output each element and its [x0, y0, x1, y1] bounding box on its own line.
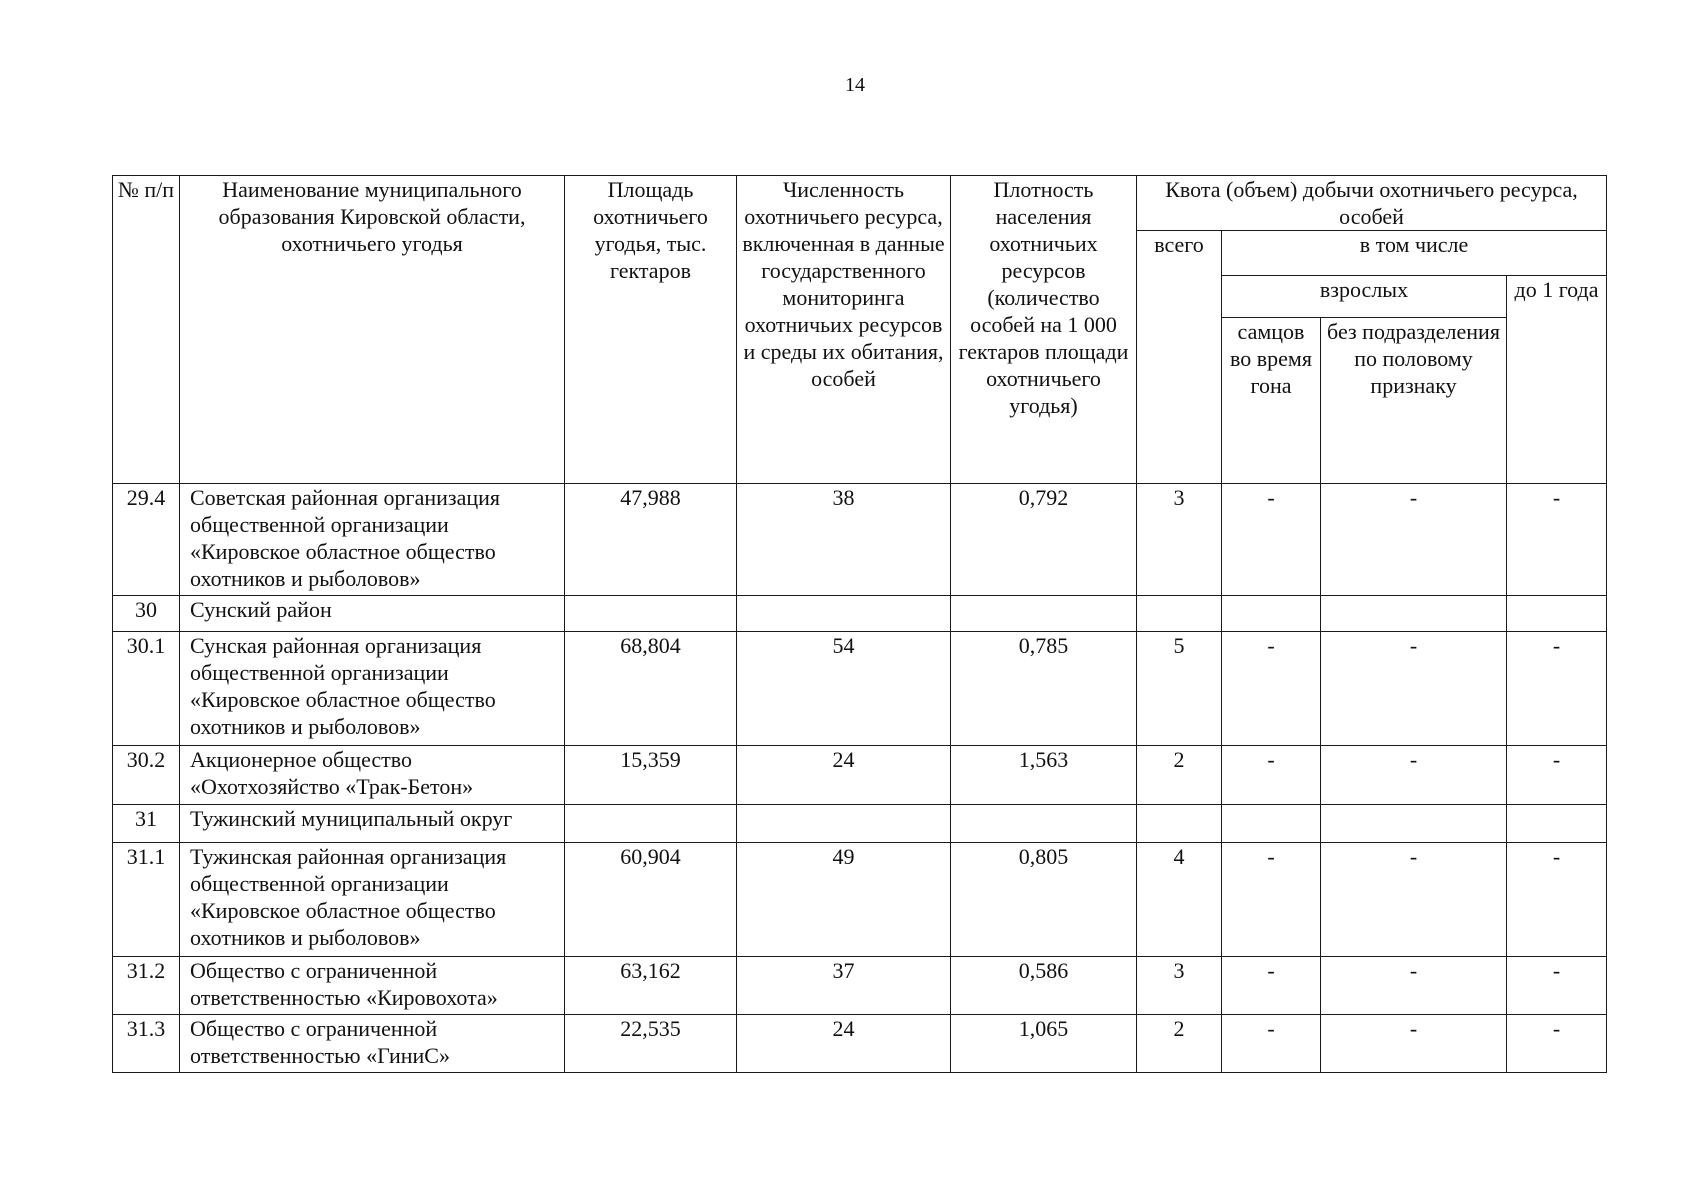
row-total: 2 — [1137, 746, 1222, 805]
table-row — [113, 843, 1607, 957]
row-males — [1222, 596, 1321, 632]
row-count: 24 — [737, 746, 951, 805]
row-males: - — [1222, 632, 1321, 746]
row-name: Сунский район — [180, 596, 565, 632]
row-total — [1137, 596, 1222, 632]
header-area: Площадь охотничьего угодья, тыс. гектаров — [565, 176, 737, 484]
header-name: Наименование муниципального образования Кировской области, охотничьего угодья — [180, 176, 565, 484]
row-area: 63,162 — [565, 957, 737, 1015]
row-density — [951, 805, 1137, 843]
row-num: 30 — [113, 596, 180, 632]
row-name: Советская районная организация общественной организации «Кировское областное общество охотников и рыболовов» — [180, 484, 565, 596]
row-males: - — [1222, 1015, 1321, 1073]
row-nosex: - — [1321, 843, 1507, 957]
row-density: 0,805 — [951, 843, 1137, 957]
row-total: 5 — [1137, 632, 1222, 746]
row-area — [565, 805, 737, 843]
row-density: 0,785 — [951, 632, 1137, 746]
table-row — [113, 484, 1607, 596]
row-num: 30.1 — [113, 632, 180, 746]
row-count: 49 — [737, 843, 951, 957]
row-males: - — [1222, 843, 1321, 957]
row-area: 22,535 — [565, 1015, 737, 1073]
table-row — [113, 957, 1607, 1015]
header-under-one: до 1 года — [1507, 276, 1607, 484]
row-males: - — [1222, 484, 1321, 596]
row-num: 31.1 — [113, 843, 180, 957]
row-num: 30.2 — [113, 746, 180, 805]
row-num: 31.3 — [113, 1015, 180, 1073]
row-males: - — [1222, 746, 1321, 805]
row-young — [1507, 596, 1607, 632]
row-nosex — [1321, 805, 1507, 843]
header-no-sex: без подразделения по половому признаку — [1321, 318, 1507, 484]
row-young — [1507, 805, 1607, 843]
row-males: - — [1222, 957, 1321, 1015]
row-count: 37 — [737, 957, 951, 1015]
header-count: Численность охотничьего ресурса, включенная в данные государственного мониторинга охотничьих ресурсов и среды их обитания, особей — [737, 176, 951, 484]
header-quota: Квота (объем) добычи охотничьего ресурса, особей — [1137, 176, 1607, 231]
row-young: - — [1507, 1015, 1607, 1073]
row-young: - — [1507, 843, 1607, 957]
row-nosex: - — [1321, 632, 1507, 746]
header-adults: взрослых — [1222, 276, 1507, 318]
row-area: 15,359 — [565, 746, 737, 805]
row-young: - — [1507, 632, 1607, 746]
row-count: 38 — [737, 484, 951, 596]
row-nosex — [1321, 596, 1507, 632]
row-name: Акционерное общество «Охотхозяйство «Трак-Бетон» — [180, 746, 565, 805]
row-name: Сунская районная организация общественной организации «Кировское областное общество охотников и рыболовов» — [180, 632, 565, 746]
row-nosex: - — [1321, 746, 1507, 805]
row-young: - — [1507, 746, 1607, 805]
row-young: - — [1507, 484, 1607, 596]
row-count — [737, 596, 951, 632]
row-name: Общество с ограниченной ответственностью «ГиниС» — [180, 1015, 565, 1073]
table-row — [113, 632, 1607, 746]
row-num: 31.2 — [113, 957, 180, 1015]
row-count — [737, 805, 951, 843]
row-total — [1137, 805, 1222, 843]
row-name: Тужинский муниципальный округ — [180, 805, 565, 843]
row-total: 3 — [1137, 957, 1222, 1015]
row-total: 2 — [1137, 1015, 1222, 1073]
row-area: 60,904 — [565, 843, 737, 957]
table-row — [113, 746, 1607, 805]
table-row — [113, 1015, 1607, 1073]
row-area: 68,804 — [565, 632, 737, 746]
table-header — [113, 176, 1607, 484]
row-density — [951, 596, 1137, 632]
page-number: 14 — [845, 74, 865, 96]
row-males — [1222, 805, 1321, 843]
row-nosex: - — [1321, 957, 1507, 1015]
row-nosex: - — [1321, 484, 1507, 596]
header-num: № п/п — [113, 176, 180, 484]
table-row — [113, 805, 1607, 843]
table-body — [113, 484, 1607, 1073]
row-total: 4 — [1137, 843, 1222, 957]
row-density: 1,563 — [951, 746, 1137, 805]
row-count: 24 — [737, 1015, 951, 1073]
row-density: 0,792 — [951, 484, 1137, 596]
row-count: 54 — [737, 632, 951, 746]
row-total: 3 — [1137, 484, 1222, 596]
header-males-rut: самцов во время гона — [1222, 318, 1321, 484]
header-including: в том числе — [1222, 231, 1607, 276]
table-row — [113, 596, 1607, 632]
header-total: всего — [1137, 231, 1222, 484]
row-name: Тужинская районная организация общественной организации «Кировское областное общество охотников и рыболовов» — [180, 843, 565, 957]
row-young: - — [1507, 957, 1607, 1015]
row-nosex: - — [1321, 1015, 1507, 1073]
row-num: 29.4 — [113, 484, 180, 596]
row-area: 47,988 — [565, 484, 737, 596]
row-name: Общество с ограниченной ответственностью «Кировохота» — [180, 957, 565, 1015]
row-area — [565, 596, 737, 632]
header-density: Плотность населения охотничьих ресурсов (количество особей на 1 000 гектаров площади охотничьего угодья) — [951, 176, 1137, 484]
row-density: 1,065 — [951, 1015, 1137, 1073]
row-num: 31 — [113, 805, 180, 843]
quota-table — [112, 175, 1607, 1073]
row-density: 0,586 — [951, 957, 1137, 1015]
